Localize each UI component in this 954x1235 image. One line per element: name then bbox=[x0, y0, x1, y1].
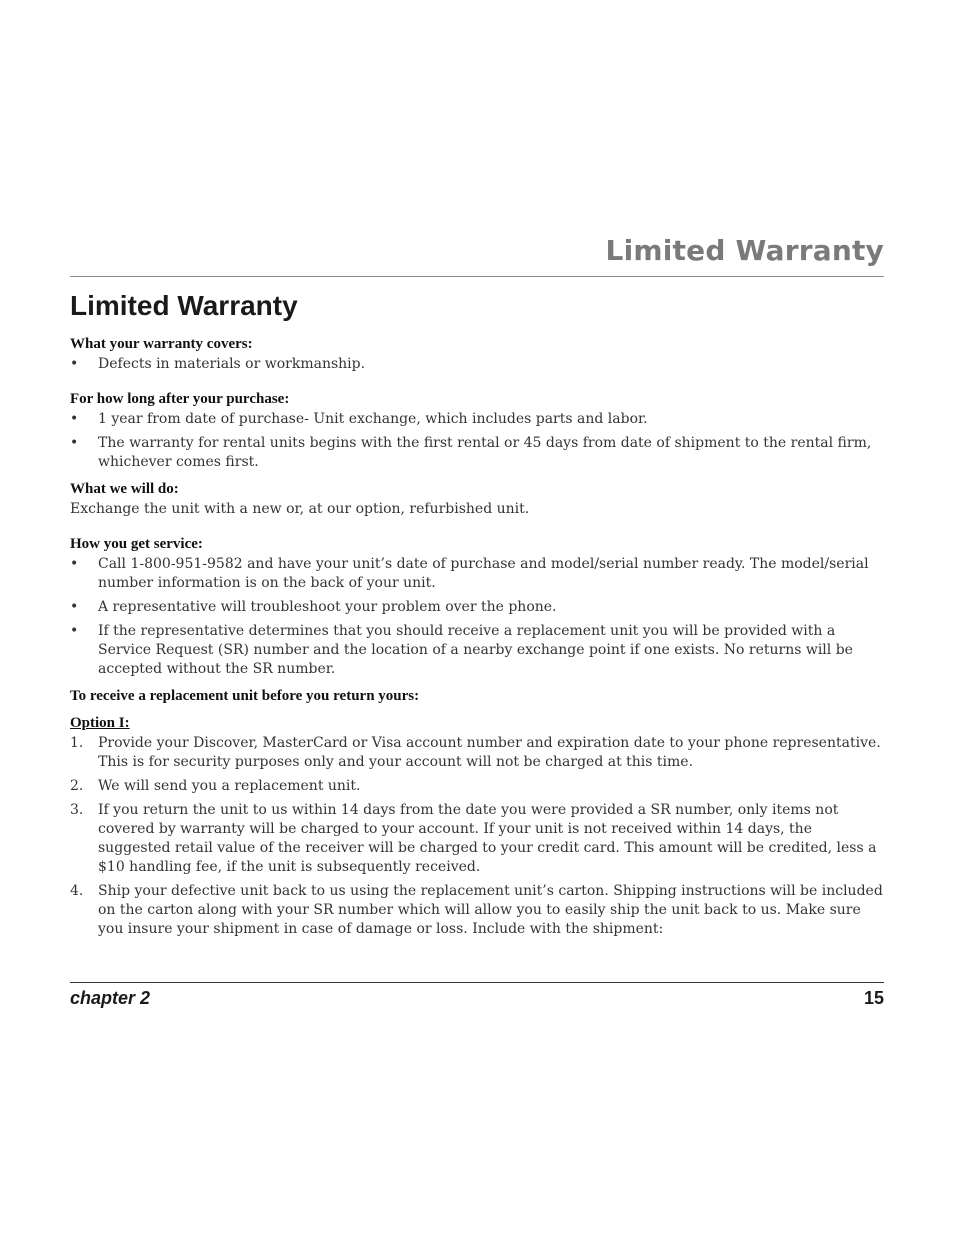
bullet-marker: • bbox=[70, 623, 79, 639]
page-content bbox=[70, 288, 884, 955]
list-item-text: Ship your defective unit back to us using the replacement unit’s carton. Shipping instructions will be included on the carton along with your SR number which will allow you to easily ship the unit back to us. Make sure you insure your shipment in case of damage or loss. Include with the shipment: bbox=[98, 883, 883, 937]
list-item-text: If you return the unit to us within 14 days from the date you were provided a SR number, only items not covered by warranty will be charged to your account. If your unit is not received within 14 days, the suggested retail value of the receiver will be charged to your credit card. This amount will be credited, less a $10 handling fee, if the unit is subsequently received. bbox=[98, 802, 877, 875]
header-rule bbox=[70, 276, 884, 277]
list-item bbox=[70, 598, 884, 617]
list-item bbox=[70, 882, 884, 939]
bullet-list bbox=[70, 410, 884, 472]
number-marker: 1. bbox=[70, 735, 84, 751]
list-item bbox=[70, 434, 884, 472]
section-what-we-do bbox=[70, 480, 884, 519]
section-heading: To receive a replacement unit before you return yours: bbox=[70, 688, 420, 704]
bullet-list bbox=[70, 555, 884, 679]
option-heading: Option I: bbox=[70, 715, 130, 731]
bullet-marker: • bbox=[70, 356, 79, 372]
page-title: Limited Warranty bbox=[70, 290, 298, 321]
section-text: Exchange the unit with a new or, at our option, refurbished unit. bbox=[70, 501, 530, 517]
list-item-text: A representative will troubleshoot your problem over the phone. bbox=[98, 599, 557, 615]
bullet-marker: • bbox=[70, 556, 79, 572]
section-heading: How you get service: bbox=[70, 536, 203, 552]
section-heading: For how long after your purchase: bbox=[70, 391, 290, 407]
footer-chapter: chapter 2 bbox=[70, 988, 151, 1008]
list-item bbox=[70, 410, 884, 429]
list-item bbox=[70, 734, 884, 772]
footer-rule bbox=[70, 982, 884, 983]
running-header-title: Limited Warranty bbox=[605, 234, 884, 267]
bullet-marker: • bbox=[70, 599, 79, 615]
bullet-marker: • bbox=[70, 435, 79, 451]
list-item-text: If the representative determines that you should receive a replacement unit you will be provided with a Service Request (SR) number and the location of a nearby exchange point if one exists. No returns will be accepted without the SR number. bbox=[98, 623, 853, 677]
list-item bbox=[70, 801, 884, 877]
list-item bbox=[70, 355, 884, 374]
section-heading: What your warranty covers: bbox=[70, 336, 253, 352]
list-item-text: The warranty for rental units begins with the first rental or 45 days from date of shipment to the rental firm, whichever comes first. bbox=[98, 435, 872, 470]
bullet-marker: • bbox=[70, 411, 79, 427]
section-duration bbox=[70, 390, 884, 472]
list-item bbox=[70, 777, 884, 796]
list-item-text: Call 1-800-951-9582 and have your unit’s date of purchase and model/serial number ready. The model/serial number information is on the back of your unit. bbox=[98, 556, 869, 591]
list-item bbox=[70, 622, 884, 679]
document-page bbox=[70, 0, 884, 1235]
number-marker: 4. bbox=[70, 883, 84, 899]
list-item-text: Provide your Discover, MasterCard or Visa account number and expiration date to your phone representative. This is for security purposes only and your account will not be charged at this time. bbox=[98, 735, 881, 770]
numbered-list bbox=[70, 734, 884, 939]
number-marker: 3. bbox=[70, 802, 84, 818]
section-service bbox=[70, 535, 884, 679]
list-item-text: Defects in materials or workmanship. bbox=[98, 356, 366, 372]
list-item bbox=[70, 555, 884, 593]
bullet-list bbox=[70, 355, 884, 374]
section-heading: What we will do: bbox=[70, 481, 179, 497]
list-item-text: We will send you a replacement unit. bbox=[98, 778, 361, 794]
section-covers bbox=[70, 335, 884, 374]
list-item-text: 1 year from date of purchase- Unit exchange, which includes parts and labor. bbox=[98, 411, 648, 427]
number-marker: 2. bbox=[70, 778, 84, 794]
footer-page-number: 15 bbox=[863, 988, 884, 1008]
section-replacement bbox=[70, 687, 884, 939]
